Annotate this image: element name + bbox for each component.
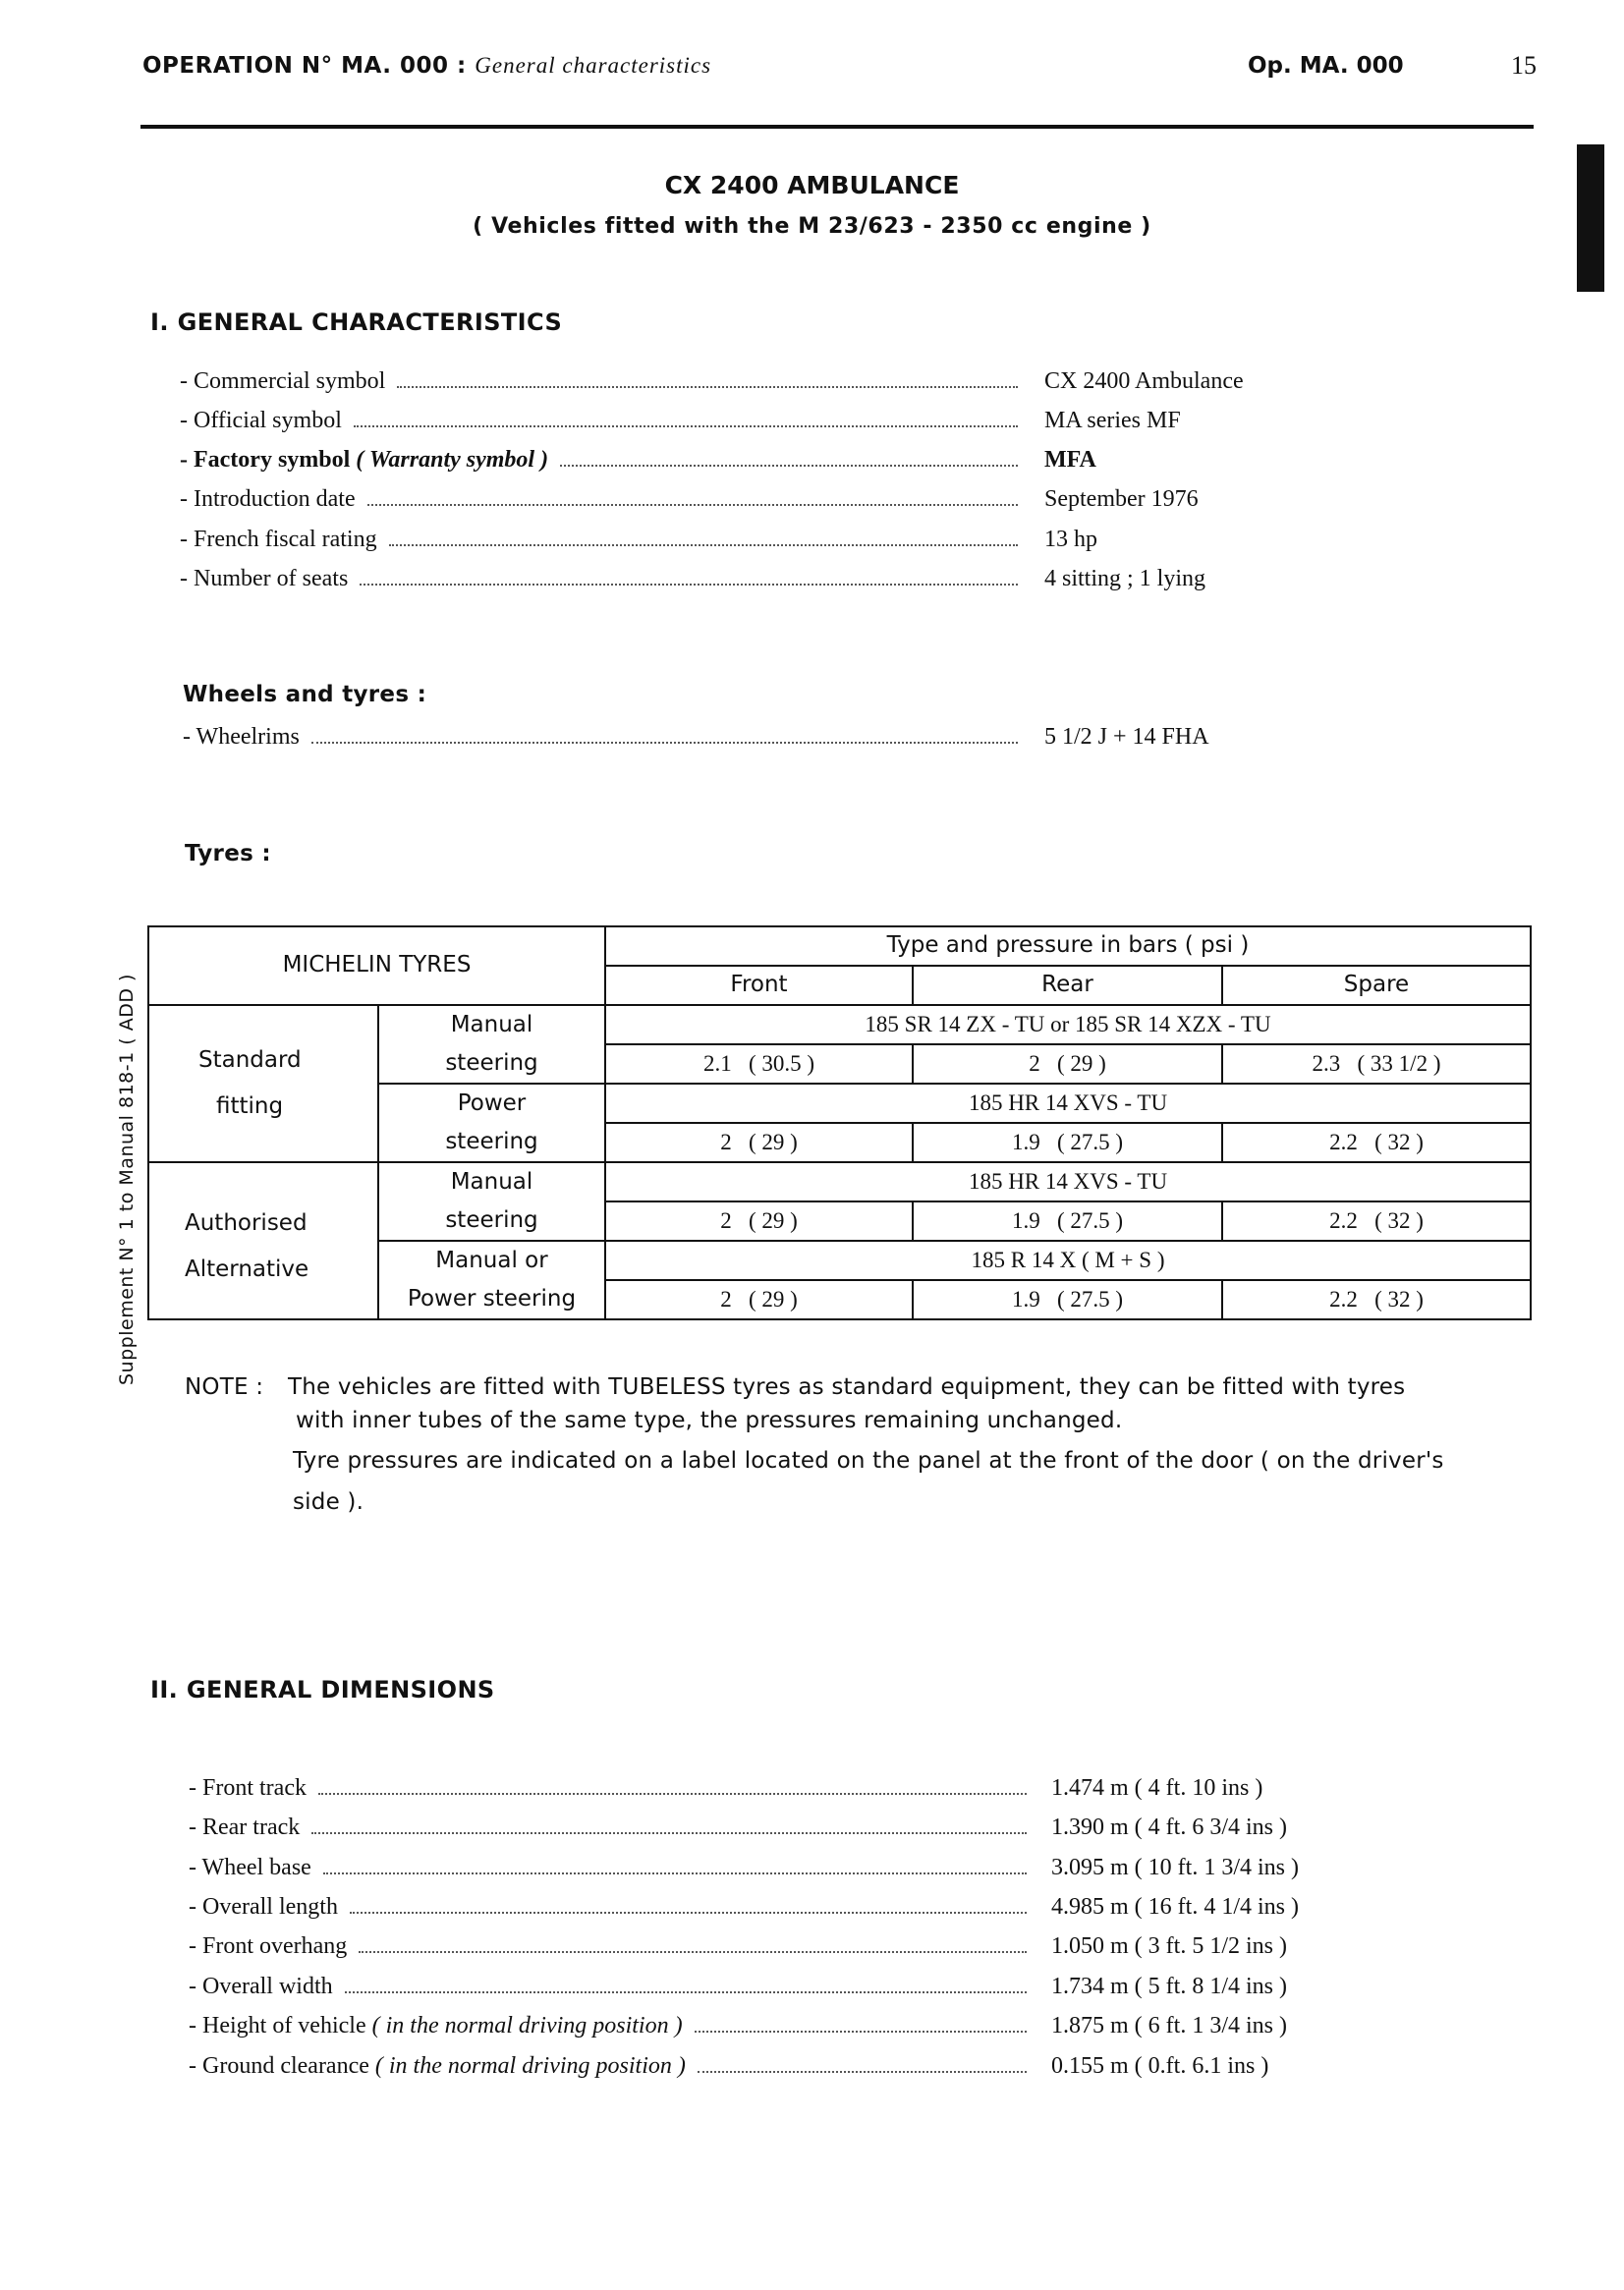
dim-value: 3.095 m ( 10 ft. 1 3/4 ins ) bbox=[1051, 1855, 1299, 1880]
table-brand-cell: MICHELIN TYRES bbox=[148, 926, 605, 1005]
dim-label: - Rear track bbox=[189, 1815, 301, 1840]
char-value: 4 sitting ; 1 lying bbox=[1044, 566, 1206, 591]
table-row bbox=[148, 1005, 1531, 1044]
pressure-rear: 1.9 ( 27.5 ) bbox=[913, 1123, 1222, 1162]
col-header-front: Front bbox=[605, 966, 913, 1005]
tyre-note-line: The vehicles are fitted with TUBELESS tyres as standard equipment, they can be fitted with tyres bbox=[288, 1374, 1406, 1400]
pressure-rear: 1.9 ( 27.5 ) bbox=[913, 1201, 1222, 1241]
tyres-table bbox=[147, 925, 1532, 1320]
char-value: September 1976 bbox=[1044, 486, 1199, 512]
pressure-spare: 2.2 ( 32 ) bbox=[1222, 1280, 1531, 1319]
dot-leader bbox=[354, 425, 1018, 427]
dim-value: 1.734 m ( 5 ft. 8 1/4 ins ) bbox=[1051, 1974, 1287, 1999]
dim-row-overall-width bbox=[189, 1974, 1287, 2000]
col-header-rear: Rear bbox=[913, 966, 1222, 1005]
dim-value: 1.875 m ( 6 ft. 1 3/4 ins ) bbox=[1051, 2013, 1287, 2039]
dim-row-overall-length bbox=[189, 1894, 1299, 1921]
group-authorised-alternative: Authorised Alternative bbox=[148, 1162, 378, 1319]
dim-label: - Ground clearance bbox=[189, 2053, 369, 2079]
page-subtitle: ( Vehicles fitted with the M 23/623 - 2350 cc engine ) bbox=[473, 214, 1151, 239]
dim-label: - Front overhang bbox=[189, 1933, 348, 1959]
section2-heading: II. GENERAL DIMENSIONS bbox=[150, 1676, 495, 1704]
char-label: - Number of seats bbox=[180, 566, 349, 591]
char-value: 13 hp bbox=[1044, 527, 1097, 552]
dot-leader bbox=[350, 1912, 1027, 1914]
steering-label: Manual or bbox=[378, 1241, 605, 1280]
wheelrims-label: - Wheelrims bbox=[183, 724, 300, 750]
char-row-commercial-symbol bbox=[180, 368, 1244, 395]
col-header-spare: Spare bbox=[1222, 966, 1531, 1005]
dim-label: - Wheel base bbox=[189, 1855, 311, 1880]
steering-label: Power bbox=[378, 1084, 605, 1123]
dot-leader bbox=[389, 544, 1018, 546]
pressure-spare: 2.2 ( 32 ) bbox=[1222, 1123, 1531, 1162]
char-label: - Factory symbol bbox=[180, 447, 351, 473]
steering-label: Power steering bbox=[378, 1280, 605, 1319]
dot-leader bbox=[311, 1832, 1027, 1834]
char-value: CX 2400 Ambulance bbox=[1044, 368, 1244, 394]
dot-leader bbox=[318, 1793, 1027, 1795]
page-number: 15 bbox=[1511, 51, 1537, 80]
pressure-front: 2 ( 29 ) bbox=[605, 1280, 913, 1319]
dim-row-height bbox=[189, 2013, 1287, 2039]
dot-leader bbox=[367, 504, 1018, 506]
dim-value: 1.050 m ( 3 ft. 5 1/2 ins ) bbox=[1051, 1933, 1287, 1959]
pressure-spare: 2.2 ( 32 ) bbox=[1222, 1201, 1531, 1241]
dot-leader bbox=[698, 2071, 1027, 2073]
table-header-row bbox=[148, 926, 1531, 966]
char-value: MA series MF bbox=[1044, 408, 1181, 433]
header-operation-subtitle: General characteristics bbox=[475, 53, 712, 78]
dim-label: - Overall length bbox=[189, 1894, 338, 1920]
char-value: MFA bbox=[1044, 447, 1096, 473]
dot-leader bbox=[345, 1991, 1027, 1993]
dim-value: 1.390 m ( 4 ft. 6 3/4 ins ) bbox=[1051, 1815, 1287, 1840]
group-standard-fitting: Standard fitting bbox=[148, 1005, 378, 1162]
char-row-official-symbol bbox=[180, 408, 1181, 434]
steering-label: steering bbox=[378, 1044, 605, 1084]
dim-row-ground-clearance bbox=[189, 2053, 1269, 2080]
dim-row-front-overhang bbox=[189, 1933, 1287, 1960]
header-operation bbox=[142, 53, 711, 79]
header-op-ref: Op. MA. 000 bbox=[1248, 53, 1404, 79]
header-divider bbox=[140, 125, 1534, 129]
pressure-front: 2 ( 29 ) bbox=[605, 1123, 913, 1162]
char-row-fiscal-rating bbox=[180, 527, 1097, 553]
tyre-note-line: with inner tubes of the same type, the pressures remaining unchanged. bbox=[296, 1408, 1123, 1433]
dot-leader bbox=[360, 584, 1018, 586]
steering-label: steering bbox=[378, 1201, 605, 1241]
wheelrims-value: 5 1/2 J + 14 FHA bbox=[1044, 724, 1209, 750]
wheels-heading: Wheels and tyres : bbox=[183, 682, 427, 707]
pressure-front: 2.1 ( 30.5 ) bbox=[605, 1044, 913, 1084]
tyres-heading: Tyres : bbox=[185, 841, 271, 866]
dot-leader bbox=[560, 465, 1018, 467]
dim-value: 0.155 m ( 0.ft. 6.1 ins ) bbox=[1051, 2053, 1269, 2079]
dim-label-note: ( in the normal driving position ) bbox=[374, 2053, 686, 2079]
table-group-header: Type and pressure in bars ( psi ) bbox=[605, 926, 1531, 966]
tyre-type-cell: 185 SR 14 ZX - TU or 185 SR 14 XZX - TU bbox=[605, 1005, 1531, 1044]
steering-label: steering bbox=[378, 1123, 605, 1162]
char-row-factory-symbol bbox=[180, 447, 1096, 474]
dot-leader bbox=[397, 386, 1018, 388]
section1-heading: I. GENERAL CHARACTERISTICS bbox=[150, 308, 563, 336]
dim-value: 4.985 m ( 16 ft. 4 1/4 ins ) bbox=[1051, 1894, 1299, 1920]
dot-leader bbox=[359, 1951, 1027, 1953]
tyre-type-cell: 185 R 14 X ( M + S ) bbox=[605, 1241, 1531, 1280]
pressure-rear: 1.9 ( 27.5 ) bbox=[913, 1280, 1222, 1319]
dim-row-wheel-base bbox=[189, 1855, 1299, 1881]
char-label: - French fiscal rating bbox=[180, 527, 377, 552]
char-label: - Official symbol bbox=[180, 408, 342, 433]
char-row-introduction-date bbox=[180, 486, 1199, 513]
wheelrims-row bbox=[183, 724, 1209, 751]
char-label-note: ( Warranty symbol ) bbox=[356, 447, 549, 473]
dim-row-front-track bbox=[189, 1775, 1263, 1802]
dot-leader bbox=[311, 742, 1018, 744]
tyre-note-line: side ). bbox=[293, 1489, 364, 1515]
pressure-front: 2 ( 29 ) bbox=[605, 1201, 913, 1241]
dot-leader bbox=[323, 1872, 1027, 1874]
dot-leader bbox=[695, 2031, 1027, 2033]
table-row bbox=[148, 1162, 1531, 1201]
dim-label: - Front track bbox=[189, 1775, 307, 1801]
dim-row-rear-track bbox=[189, 1815, 1287, 1841]
tyre-type-cell: 185 HR 14 XVS - TU bbox=[605, 1162, 1531, 1201]
steering-label: Manual bbox=[378, 1005, 605, 1044]
pressure-rear: 2 ( 29 ) bbox=[913, 1044, 1222, 1084]
tyre-note-label: NOTE : bbox=[185, 1374, 264, 1400]
char-label: - Introduction date bbox=[180, 486, 356, 512]
steering-label: Manual bbox=[378, 1162, 605, 1201]
pressure-spare: 2.3 ( 33 1/2 ) bbox=[1222, 1044, 1531, 1084]
char-label: - Commercial symbol bbox=[180, 368, 386, 394]
dim-label: - Overall width bbox=[189, 1974, 333, 1999]
header-operation-code: OPERATION N° MA. 000 : bbox=[142, 53, 467, 79]
tyre-type-cell: 185 HR 14 XVS - TU bbox=[605, 1084, 1531, 1123]
page-title: CX 2400 AMBULANCE bbox=[664, 171, 960, 199]
supplement-side-note: Supplement N° 1 to Manual 818-1 ( ADD ) bbox=[116, 974, 138, 1385]
dim-value: 1.474 m ( 4 ft. 10 ins ) bbox=[1051, 1775, 1263, 1801]
dim-label: - Height of vehicle bbox=[189, 2013, 366, 2039]
char-row-number-of-seats bbox=[180, 566, 1206, 592]
dim-label-note: ( in the normal driving position ) bbox=[371, 2013, 683, 2039]
tyre-note-line: Tyre pressures are indicated on a label located on the panel at the front of the door ( on the driver's bbox=[293, 1448, 1444, 1474]
